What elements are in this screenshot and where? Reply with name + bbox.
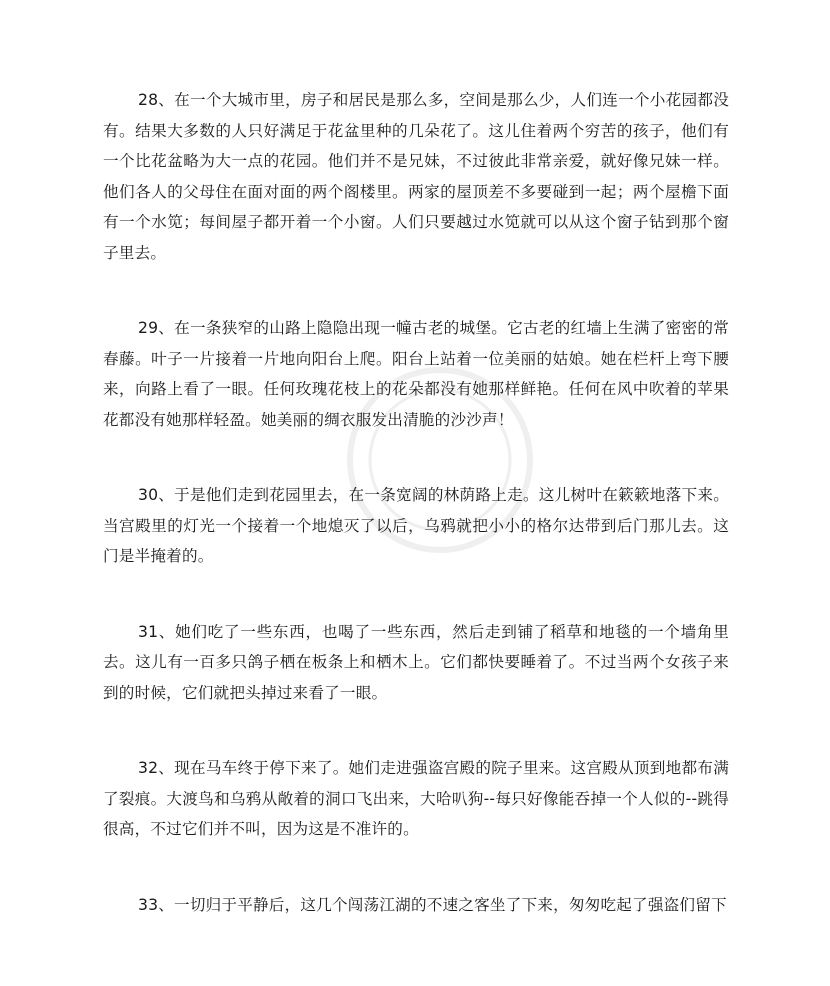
paragraph-29: 29、在一条狭窄的山路上隐隐出现一幢古老的城堡。它古老的红墙上生满了密密的常春藤。叶子一片接着一片地向阳台上爬。阳台上站着一位美丽的姑娘。她在栏杆上弯下腰来，向路上看了一眼。任何玫瑰花枝上的花朵都没有她那样鲜艳。任何在风中吹着的苹果花都没有她那样轻盈。她美丽的绸衣服发出清脆的沙沙声！ — [103, 319, 729, 429]
paragraph-31: 31、她们吃了一些东西，也喝了一些东西，然后走到铺了稻草和地毯的一个墙角里去。这儿有一百多只鸽子栖在板条上和栖木上。它们都快要睡着了。不过当两个女孩子来到的时候，它们就把头掉过来看了一眼。 — [103, 622, 729, 702]
paragraph-33: 33、一切归于平静后，这几个闯荡江湖的不速之客坐了下来，匆匆吃起了强盗们留下 — [138, 895, 727, 914]
paragraph-28: 28、在一个大城市里，房子和居民是那么多，空间是那么少，人们连一个小花园都没有。结果大多数的人只好满足于花盆里种的几朵花了。这儿住着两个穷苦的孩子，他们有一个比花盆略为大一点的花园。他们并不是兄妹，不过彼此非常亲爱，就好像兄妹一样。他们各人的父母住在面对面的两个阁楼里。两家的屋顶差不多要碰到一起；两个屋檐下面有一个水笕；每间屋子都开着一个小窗。人们只要越过水笕就可以从这个窗子钻到那个窗子里去。 — [103, 91, 729, 262]
paragraph-30: 30、于是他们走到花园里去，在一条宽阔的林荫路上走。这儿树叶在簌簌地落下来。当宫殿里的灯光一个接着一个地熄灭了以后，乌鸦就把小小的格尔达带到后门那儿去。这门是半掩着的。 — [103, 486, 729, 565]
paragraph-32: 32、现在马车终于停下来了。她们走进强盗宫殿的院子里来。这宫殿从顶到地都布满了裂痕。大渡鸟和乌鸦从敞着的洞口飞出来，大哈叭狗--每只好像能吞掉一个人似的--跳得很高，不过它们并不叫，因为这是不准许的。 — [103, 759, 729, 838]
document-body — [103, 85, 729, 920]
